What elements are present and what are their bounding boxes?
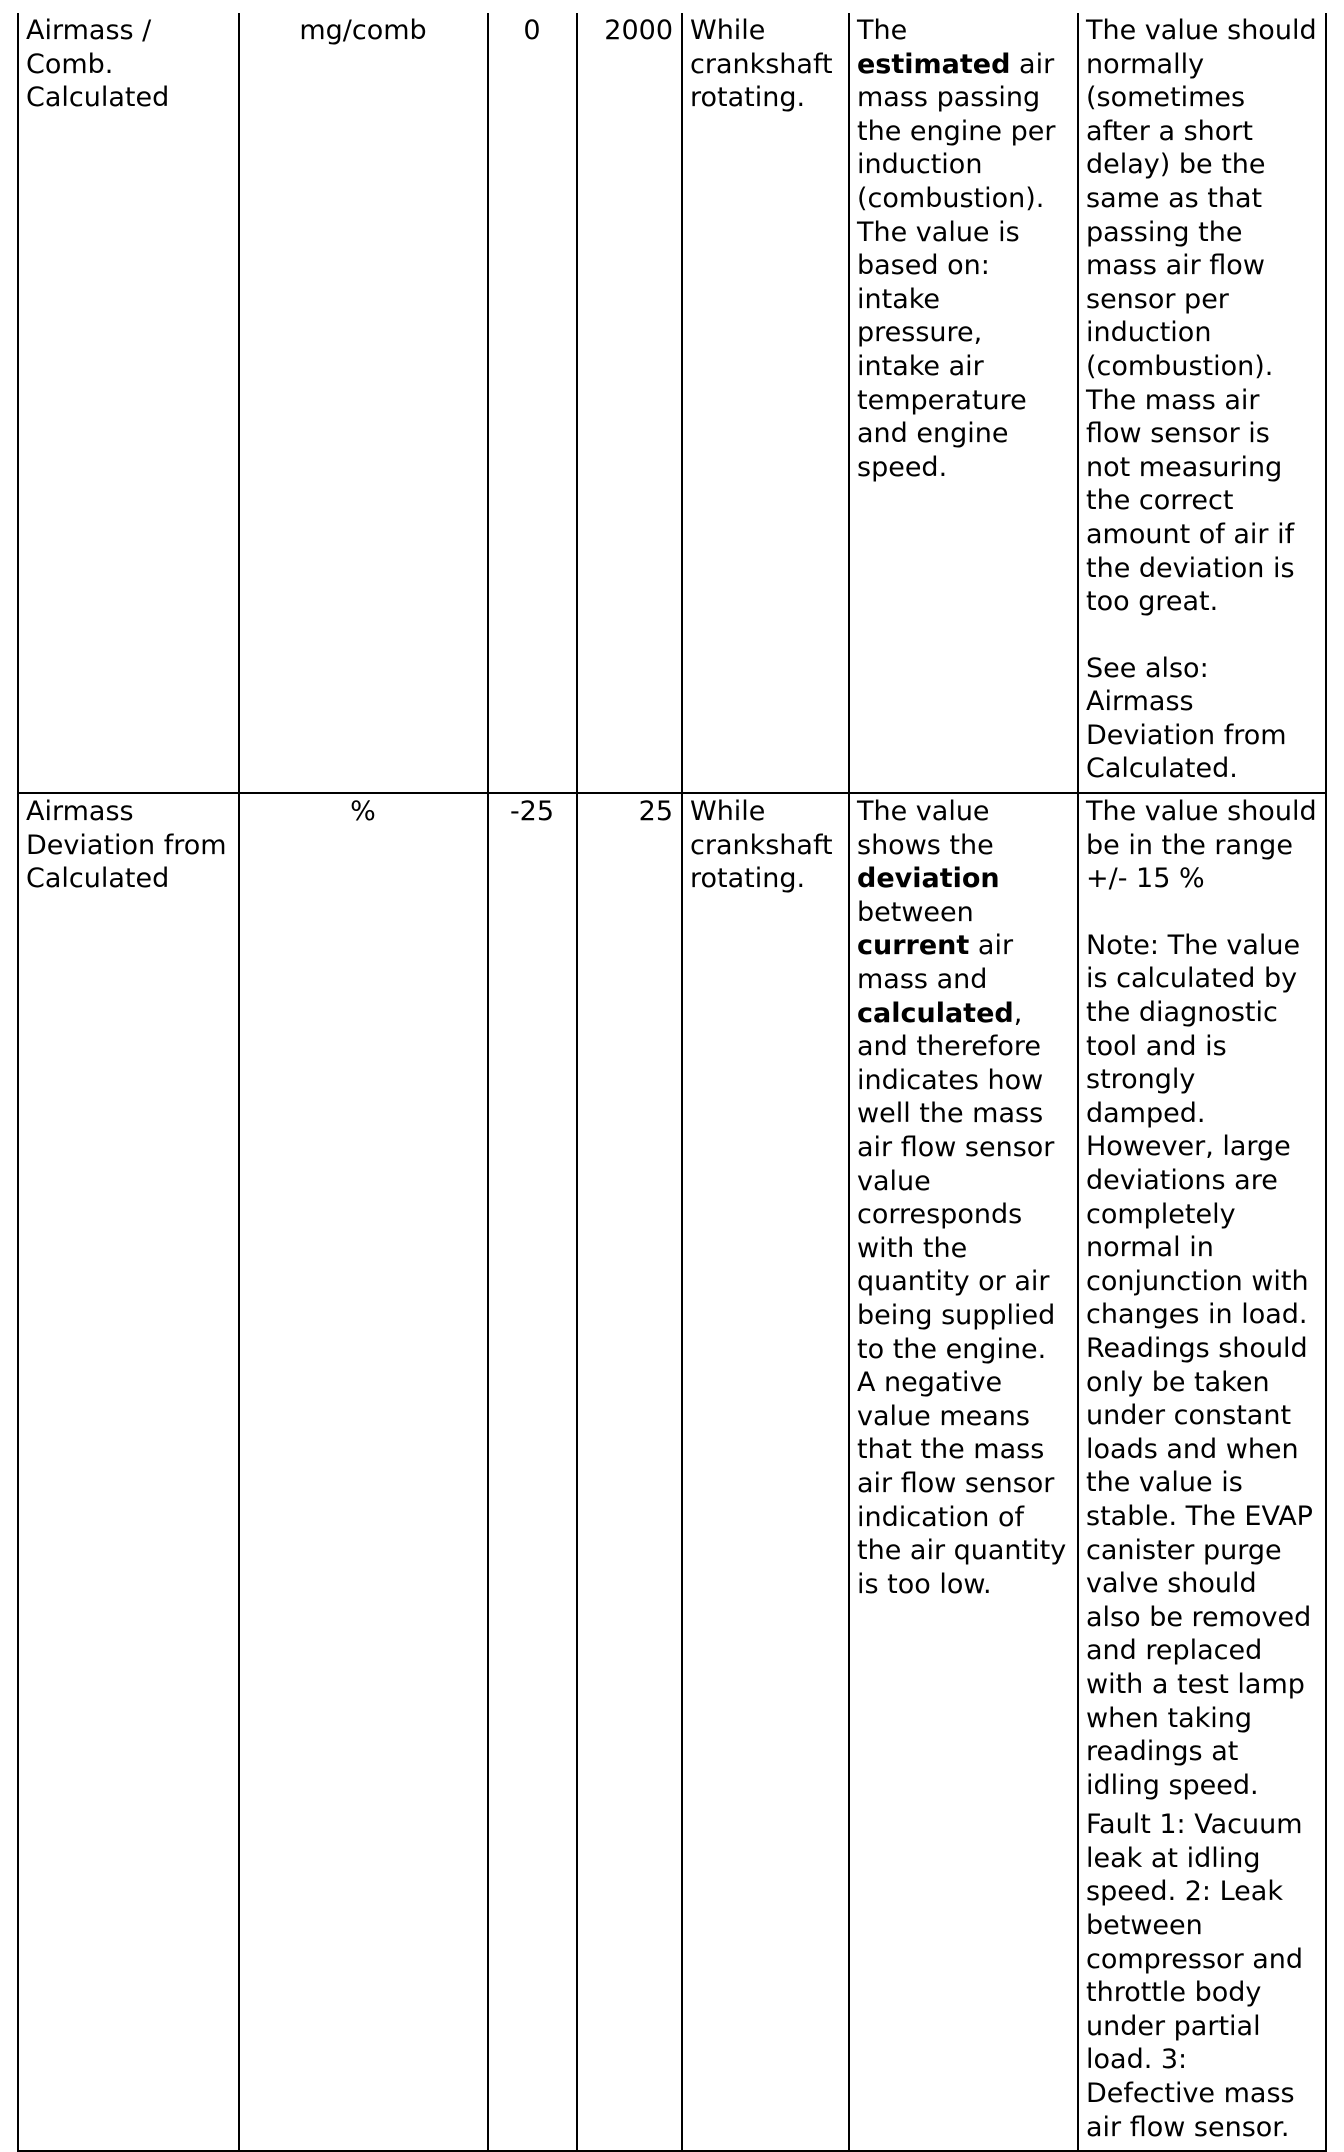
condition-text: While crankshaft rotating. (690, 15, 833, 114)
note-paragraph: The value should be in the range +/- 15 % (1086, 796, 1317, 895)
parameter-name-cell (18, 13, 239, 793)
unit-cell (239, 13, 488, 793)
note-paragraph: See also: Airmass Deviation from Calculated. (1086, 652, 1287, 785)
note-paragraph: The value should normally (sometimes after a short delay) be the same as that passing the mass air flow sensor per induction (combustion). The mass air flow sensor is not measuring the correct amount of air if the deviation is too great. (1086, 15, 1317, 618)
table-row (18, 13, 1326, 793)
parameter-name: Airmass Deviation from Calculated (26, 796, 227, 895)
max-cell (577, 793, 682, 2151)
description-segment: air mass and (857, 930, 1014, 996)
description-segment: air mass passing the engine per induction (combustion). The value is based on: intake pressure, intake air temperature and engine speed. (857, 48, 1056, 483)
description-segment: , and therefore indicates how well the mass air flow sensor value corresponds with the quantity or air being supplied to the engine. A negative value means that the mass air flow sensor indication of the air quantity is too low. (857, 997, 1067, 1600)
min-cell (488, 793, 577, 2151)
description-emphasis: deviation (857, 863, 1000, 895)
description-emphasis: estimated (857, 48, 1011, 80)
description-emphasis: current (857, 930, 970, 962)
parameter-name-cell (18, 793, 239, 2151)
max-value: 25 (638, 796, 673, 828)
parameter-table (17, 13, 1327, 2152)
condition-cell (682, 793, 849, 2151)
parameter-unit: mg/comb (299, 15, 427, 46)
description-segment: The value shows the (857, 796, 994, 861)
description-cell (849, 793, 1078, 2151)
parameter-name: Airmass / Comb. Calculated (26, 15, 170, 114)
parameter-unit: % (350, 796, 376, 828)
min-value: 0 (523, 15, 541, 46)
max-cell (577, 13, 682, 793)
notes-cell (1078, 793, 1326, 2151)
min-value: -25 (509, 796, 555, 828)
condition-text: While crankshaft rotating. (690, 796, 833, 895)
table-row (18, 793, 1326, 2151)
min-cell (488, 13, 577, 793)
description-segment: between (857, 896, 974, 928)
note-paragraph: Fault 1: Vacuum leak at idling speed. 2: Leak between compressor and throttle body under partial load. 3: Defective mass air flow sensor. (1086, 1809, 1304, 2143)
notes-cell (1078, 13, 1326, 793)
description-emphasis: calculated (857, 997, 1014, 1029)
note-paragraph: Note: The value is calculated by the diagnostic tool and is strongly damped. However, large deviations are completely normal in conjunction with changes in load. Readings should only be taken under constant loads and when the value is stable. The EVAP canister purge valve should also be removed and replaced with a test lamp when taking readings at idling speed. (1086, 929, 1313, 1801)
description-cell (849, 13, 1078, 793)
condition-cell (682, 13, 849, 793)
description-segment: The (857, 15, 908, 46)
max-value: 2000 (604, 15, 673, 46)
unit-cell (239, 793, 488, 2151)
